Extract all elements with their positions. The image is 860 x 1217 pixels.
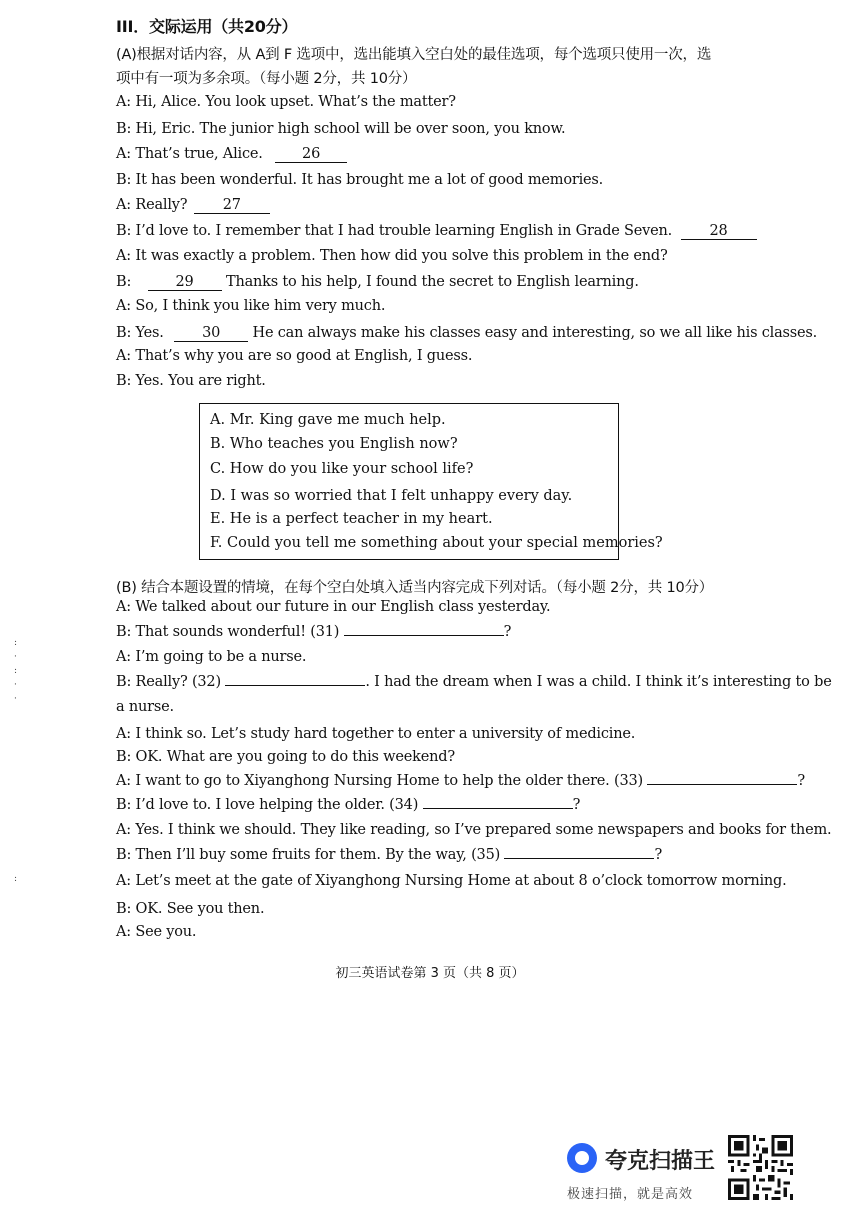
part-a-instruction-line1: (A)根据对话内容，从 A到 F 选项中，选出能填入空白处的最佳选项，每个选项只使用一次，选 (116, 47, 712, 63)
dialogue-line: A: I want to go to Xiyanghong Nursing Home to help the older there. (33) ? (116, 773, 805, 789)
dialogue-line: B: That sounds wonderful! (31) ? (116, 624, 512, 640)
option-f: F. Could you tell me something about your special memories? (210, 535, 663, 551)
answer-blank-28[interactable]: 28 (681, 223, 757, 240)
dialogue-line: B: It has been wonderful. It has brought me a lot of good memories. (116, 172, 604, 188)
dialogue-line: A: It was exactly a problem. Then how did you solve this problem in the end? (116, 248, 668, 264)
quark-logo-icon (567, 1143, 597, 1173)
option-a: A. Mr. King gave me much help. (210, 412, 446, 428)
part-a-instruction-line2: 项中有一项为多余项。（每小题 2分，共 10分） (116, 71, 417, 87)
dialogue-line: A: Hi, Alice. You look upset. What’s the matter? (116, 94, 456, 110)
dialogue-line: A: So, I think you like him very much. (116, 298, 386, 314)
dialogue-line: B: I’d love to. I love helping the older. (34) ? (116, 797, 581, 813)
answer-blank-26[interactable]: 26 (275, 146, 347, 163)
answer-blank-32[interactable] (225, 685, 365, 686)
dialogue-line: B: Yes. You are right. (116, 373, 266, 389)
brand-name: 夸克扫描王 (605, 1149, 716, 1174)
scanner-watermark (567, 1143, 727, 1203)
binding-margin-marks: : · : · · (14, 638, 18, 704)
answer-blank-31[interactable] (344, 635, 504, 636)
options-box (199, 403, 663, 560)
dialogue-line: B: Yes. 30 He can always make his classes easy and interesting, so we all like his classes. (116, 325, 818, 341)
dialogue-line: A: See you. (116, 924, 197, 940)
dialogue-line: A: Really? 27 (116, 197, 270, 214)
dialogue-line: a nurse. (116, 699, 174, 715)
answer-blank-35[interactable] (504, 858, 654, 859)
qr-code-icon (728, 1135, 793, 1200)
dialogue-line: A: I think so. Let’s study hard together to enter a university of medicine. (116, 726, 636, 742)
option-e: E. He is a perfect teacher in my heart. (210, 511, 493, 527)
dialogue-line: B: Then I’ll buy some fruits for them. By the way, (35) ? (116, 847, 663, 863)
dialogue-line: B: OK. See you then. (116, 901, 265, 917)
dialogue-line: B: I’d love to. I remember that I had trouble learning English in Grade Seven. 28 (116, 223, 757, 240)
dialogue-line: A: That’s true, Alice. 26 (116, 146, 347, 163)
dialogue-line: A: I’m going to be a nurse. (116, 649, 307, 665)
page-footer: 初三英语试卷第 3 页（共 8 页） (335, 966, 525, 981)
dialogue-line: A: Yes. I think we should. They like reading, so I’ve prepared some newspapers and books for them. (116, 822, 832, 838)
dialogue-line: B: 29 Thanks to his help, I found the secret to English learning. (116, 274, 639, 290)
dialogue-line: B: Hi, Eric. The junior high school will be over soon, you know. (116, 121, 566, 137)
answer-blank-27[interactable]: 27 (194, 197, 270, 214)
dialogue-line: B: OK. What are you going to do this weekend? (116, 749, 455, 765)
answer-blank-34[interactable] (423, 808, 573, 809)
answer-blank-33[interactable] (647, 784, 797, 785)
brand-slogan: 极速扫描，就是高效 (567, 1187, 694, 1202)
dialogue-line: A: Let’s meet at the gate of Xiyanghong Nursing Home at about 8 o’clock tomorrow morning. (116, 873, 787, 889)
answer-blank-29[interactable]: 29 (148, 274, 222, 291)
option-d: D. I was so worried that I felt unhappy every day. (210, 488, 573, 504)
option-b: B. Who teaches you English now? (210, 436, 458, 452)
dialogue-line: A: We talked about our future in our English class yesterday. (116, 599, 551, 615)
answer-blank-30[interactable]: 30 (174, 325, 248, 342)
dialogue-line: B: Really? (32) . I had the dream when I was a child. I think it’s interesting to be (116, 674, 832, 690)
part-b-instruction: (B) 结合本题设置的情境，在每个空白处填入适当内容完成下列对话。（每小题 2分，共 10分） (116, 580, 714, 596)
dialogue-line: A: That’s why you are so good at English, I guess. (116, 348, 473, 364)
option-c: C. How do you like your school life? (210, 461, 474, 477)
binding-margin-marks: : (14, 874, 18, 884)
section-title: III．交际运用（共20分） (116, 17, 298, 36)
